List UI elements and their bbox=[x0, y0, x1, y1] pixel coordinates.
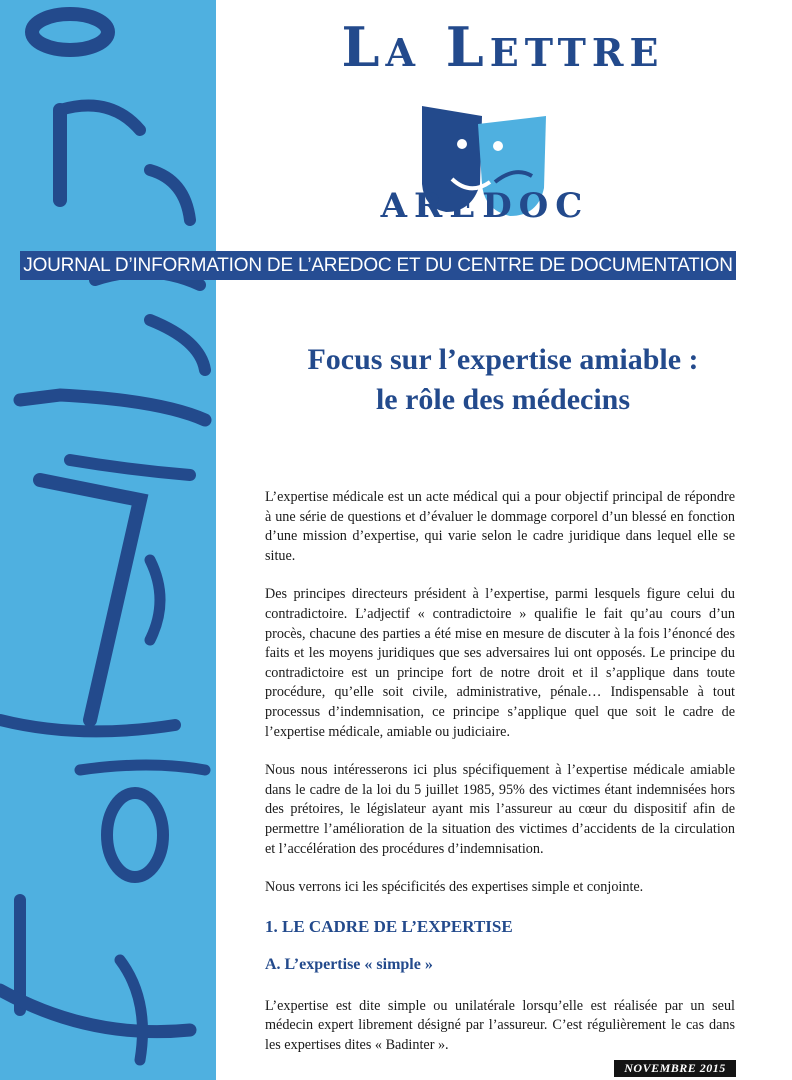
paragraph: Nous nous intéresserons ici plus spécifiquement à l’expertise médicale amiable dans le cadre de la loi du 5 juillet 1985, 95% des victimes étant indemnisées hors des prétoires, le législateur ayant mis l’assureur au cœur du dispositif afin de permettre l’amélioration de la situation des victimes d’accidents de la circulation et l’accélération des procédures d’indemnisation. bbox=[265, 762, 735, 857]
paragraph: Nous verrons ici les spécificités des expertises simple et conjointe. bbox=[265, 879, 644, 896]
section-heading: 1. LE CADRE DE L’EXPERTISE bbox=[265, 916, 513, 936]
journal-banner: JOURNAL D’INFORMATION DE L’AREDOC ET DU CENTRE DE DOCUMENTATION bbox=[20, 251, 736, 280]
article-title bbox=[258, 340, 748, 420]
article-title-line1: Focus sur l’expertise amiable : bbox=[307, 343, 699, 376]
masthead-title: La Lettre bbox=[341, 15, 665, 79]
logo-wordmark: AREDOC bbox=[380, 186, 590, 226]
decorative-sidebar bbox=[0, 0, 216, 1080]
paragraph: Des principes directeurs président à l’expertise, parmi lesquels figure celui du contradictoire. L’adjectif « contradictoire » qualifie le fait qu’au cours d’un procès, chacune des parties a été mise en mesure de discuter à la fois l’énoncé des faits et les moyens juridiques que ses adversaires lui ont opposés. Le principe du contradictoire est un principe fort de notre droit et il s’applique dans toute procédure, qu’elle soit civile, administrative, pénale… Indispensable à tout processus d’indemnisation, ce principe s’applique quel que soit le cadre de l’expertise médicale, amiable ou judiciaire. bbox=[265, 586, 735, 740]
paragraph: L’expertise médicale est un acte médical qui a pour objectif principal de répondre à une série de questions et d’évaluer le dommage corporel d’un blessé en fonction d’une mission d’expertise, qui varie selon le cadre juridique dans lequel elle se situe. bbox=[265, 489, 735, 564]
paragraph: L’expertise est dite simple ou unilatérale lorsqu’elle est réalisée par un seul médecin expert librement désigné par l’assureur. C’est régulièrement le cas dans les expertises dites « Badinter ». bbox=[265, 997, 735, 1054]
article-title-line2: le rôle des médecins bbox=[375, 383, 631, 416]
issue-date: NOVEMBRE 2015 bbox=[614, 1060, 736, 1077]
article-body bbox=[265, 488, 735, 1075]
subsection-heading: A. L’expertise « simple » bbox=[265, 956, 433, 974]
handwriting-decoration bbox=[0, 0, 216, 1080]
